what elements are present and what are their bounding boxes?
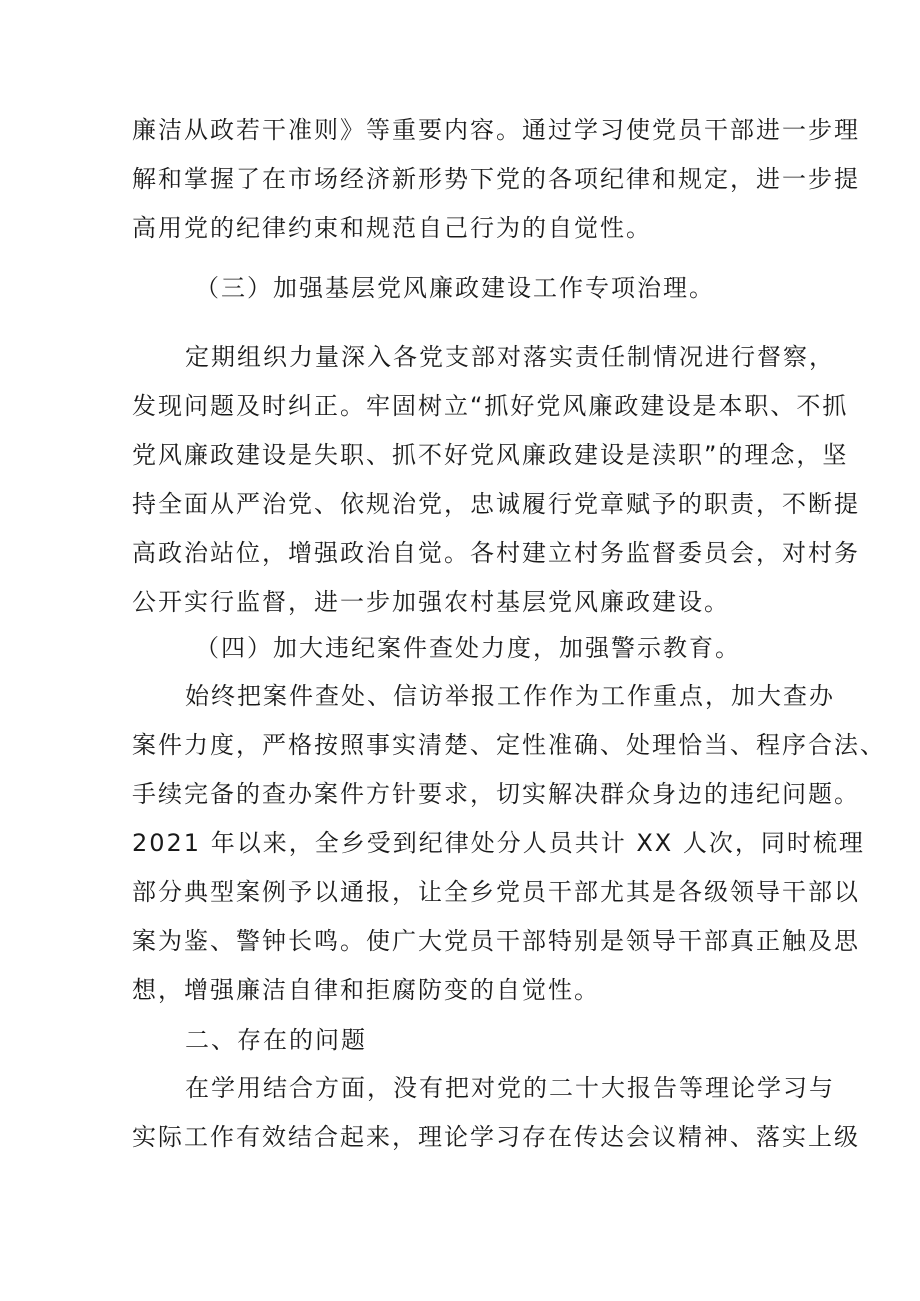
section-heading: （三）加强基层党风廉政建设工作专项治理。 <box>195 274 715 302</box>
section-heading: （四）加大违纪案件查处力度，加强警示教育。 <box>195 634 741 662</box>
text-line: 部分典型案例予以通报，让全乡党员干部尤其是各级领导干部以 <box>132 878 860 906</box>
text-line: 定期组织力量深入各党支部对落实责任制情况进行督察， <box>185 343 835 371</box>
text-line: 廉洁从政若干准则》等重要内容。通过学习使党员干部进一步理 <box>132 116 860 144</box>
text-line: 党风廉政建设是失职、抓不好党风廉政建设是渎职”的理念，坚 <box>132 441 849 469</box>
text-line: 案为鉴、警钟长鸣。使广大党员干部特别是领导干部真正触及思 <box>132 927 860 955</box>
text-line: 解和掌握了在市场经济新形势下党的各项纪律和规定，进一步提 <box>132 165 860 193</box>
text-line: 在学用结合方面，没有把对党的二十大报告等理论学习与 <box>185 1074 835 1102</box>
text-line: 高政治站位，增强政治自觉。各村建立村务监督委员会，对村务 <box>132 539 860 567</box>
text-line: 实际工作有效结合起来，理论学习存在传达会议精神、落实上级 <box>132 1123 860 1151</box>
text-line: 高用党的纪律约束和规范自己行为的自觉性。 <box>132 214 652 242</box>
text-line: 始终把案件查处、信访举报工作作为工作重点，加大查办 <box>185 682 835 710</box>
text-line: 2021 年以来，全乡受到纪律处分人员共计 XX 人次，同时梳理 <box>132 829 865 857</box>
section-heading: 二、存在的问题 <box>185 1026 367 1054</box>
text-line: 发现问题及时纠正。牢固树立“抓好党风廉政建设是本职、不抓 <box>132 392 849 420</box>
text-line: 公开实行监督，进一步加强农村基层党风廉政建设。 <box>132 588 730 616</box>
text-line: 手续完备的查办案件方针要求，切实解决群众身边的违纪问题。 <box>132 780 860 808</box>
text-line: 持全面从严治党、依规治党，忠诚履行党章赋予的职责，不断提 <box>132 490 860 518</box>
text-line: 案件力度，严格按照事实清楚、定性准确、处理恰当、程序合法、 <box>132 731 886 759</box>
text-line: 想，增强廉洁自律和拒腐防变的自觉性。 <box>132 976 600 1004</box>
